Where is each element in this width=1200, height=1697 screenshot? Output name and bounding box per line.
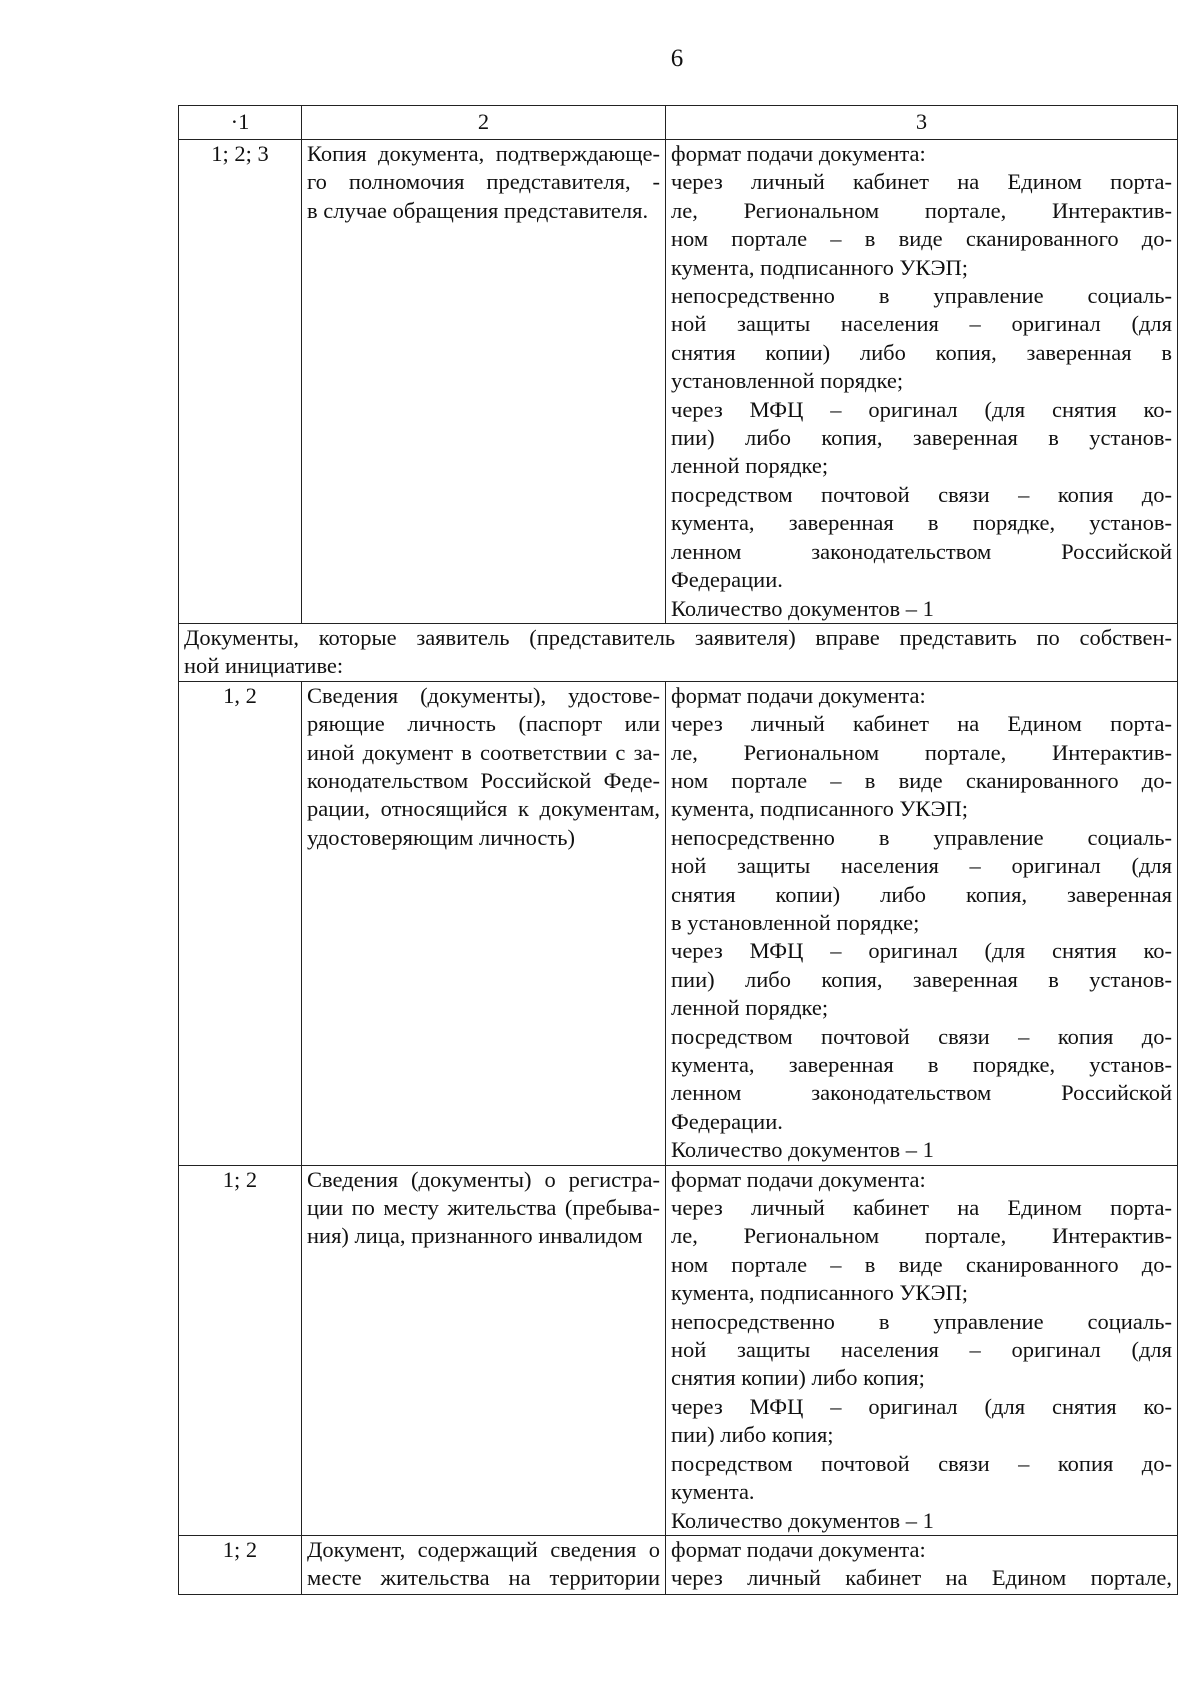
text-line: Сведения (документы) о регистра- [307,1166,660,1192]
text-line: ной защиты населения – оригинал (для [671,853,1172,879]
text-line: пии) либо копия, заверенная в установ- [671,425,1172,451]
text-line: через личный кабинет на Едином порта- [671,169,1172,195]
text-line: через личный кабинет на Едином порта- [671,711,1172,737]
text-line: кумента, подписанного УКЭП; [671,254,969,280]
text-line: иной документ в соответствии с за- [307,739,660,765]
text-line: Сведения (документы), удостове- [307,682,660,708]
text-line: конодательством Российской Феде- [307,767,660,793]
text-line: Количество документов – 1 [671,595,934,621]
text-line: формат подачи документа: [671,1536,926,1562]
text-line: формат подачи документа: [671,141,926,166]
text-line: ном портале – в виде сканированного до- [671,226,1172,252]
table-row [179,1535,1178,1594]
text-line: Количество документов – 1 [671,1507,934,1533]
table-row [179,681,1178,1165]
text-line: в случае обращения представителя. [307,197,649,223]
text-line: ном портале – в виде сканированного до- [671,1251,1172,1277]
table-row [179,140,1178,624]
text-line: снятия копии) либо копия, заверенная [671,881,1172,907]
document-name-cell [302,681,666,1165]
text-line: посредством почтовой связи – копия до- [671,1023,1172,1049]
document-name-cell [302,1535,666,1594]
submission-format-cell [666,681,1178,1165]
text-line: посредством почтовой связи – копия до- [671,1450,1172,1476]
document-name-cell [302,1165,666,1535]
text-line: Документ, содержащий сведения о [307,1536,660,1562]
text-line: кумента. [671,1479,755,1505]
text-line: ной защиты населения – оригинал (для [671,1337,1172,1363]
text-line: пии) либо копия; [671,1422,834,1448]
section-heading [179,623,1178,681]
documents-table [178,105,1178,1595]
text-line: Копия документа, подтверждающе- [307,141,660,166]
text-line: пии) либо копия, заверенная в установ- [671,966,1172,992]
document-name-cell [302,140,666,624]
table-row [179,1165,1178,1535]
header-col-1: ·1 [179,106,302,140]
text-line: ле, Региональном портале, Интерактив- [671,1223,1172,1249]
text-line: формат подачи документа: [671,682,926,708]
text-line: го полномочия представителя, - [307,169,660,195]
text-line: Федерации. [671,1108,783,1134]
section-row [179,623,1178,681]
text-line: ном портале – в виде сканированного до- [671,767,1172,793]
text-line: удостоверяющим личность) [307,824,575,850]
text-line: через личный кабинет на Едином порта- [671,1195,1172,1221]
text-line: ряющие личность (паспорт или [307,711,660,737]
header-col-2: 2 [302,106,666,140]
criteria-cell: 1; 2 [179,1165,302,1535]
text-line: Федерации. [671,567,783,593]
submission-format-cell [666,140,1178,624]
text-line: Количество документов – 1 [671,1137,934,1163]
text-line: ленном законодательством Российской [671,1080,1172,1106]
submission-format-cell [666,1535,1178,1594]
text-line: ле, Региональном портале, Интерактив- [671,739,1172,765]
text-line: Документы, которые заявитель (представитель заявителя) вправе представить по собствен- [184,624,1172,650]
text-line: в установленной порядке; [671,909,920,935]
text-line: снятия копии) либо копия, заверенная в [671,339,1172,365]
text-line: кумента, подписанного УКЭП; [671,1280,969,1306]
text-line: кумента, заверенная в порядке, установ- [671,1052,1172,1077]
text-line: через МФЦ – оригинал (для снятия ко- [671,938,1172,964]
text-line: ния) лица, признанного инвалидом [307,1223,643,1249]
text-line: через личный кабинет на Едином портале, [671,1565,1172,1591]
text-line: ленной порядке; [671,995,829,1021]
text-line: ленной порядке; [671,453,829,479]
text-line: ной инициативе: [184,653,344,679]
text-line: кумента, подписанного УКЭП; [671,796,969,822]
criteria-cell: 1, 2 [179,681,302,1165]
text-line: ции по месту жительства (пребыва- [307,1195,660,1221]
text-line: снятия копии) либо копия; [671,1365,925,1391]
text-line: непосредственно в управление социаль- [671,824,1172,850]
text-line: установленной порядке; [671,368,904,394]
text-line: кумента, заверенная в порядке, установ- [671,510,1172,536]
text-line: посредством почтовой связи – копия до- [671,481,1172,507]
text-line: месте жительства на территории [307,1565,660,1591]
text-line: ле, Региональном портале, Интерактив- [671,197,1172,223]
page-number: 6 [670,45,684,72]
table-header-row [179,106,1178,140]
text-line: ной защиты населения – оригинал (для [671,311,1172,337]
submission-format-cell [666,1165,1178,1535]
text-line: рации, относящийся к документам, [307,796,660,822]
criteria-cell: 1; 2 [179,1535,302,1594]
text-line: ленном законодательством Российской [671,538,1172,564]
text-line: непосредственно в управление социаль- [671,283,1172,309]
text-line: через МФЦ – оригинал (для снятия ко- [671,396,1172,422]
text-line: через МФЦ – оригинал (для снятия ко- [671,1393,1172,1419]
text-line: формат подачи документа: [671,1166,926,1192]
header-col-3: 3 [666,106,1178,140]
criteria-cell: 1; 2; 3 [179,140,302,624]
text-line: непосредственно в управление социаль- [671,1308,1172,1334]
